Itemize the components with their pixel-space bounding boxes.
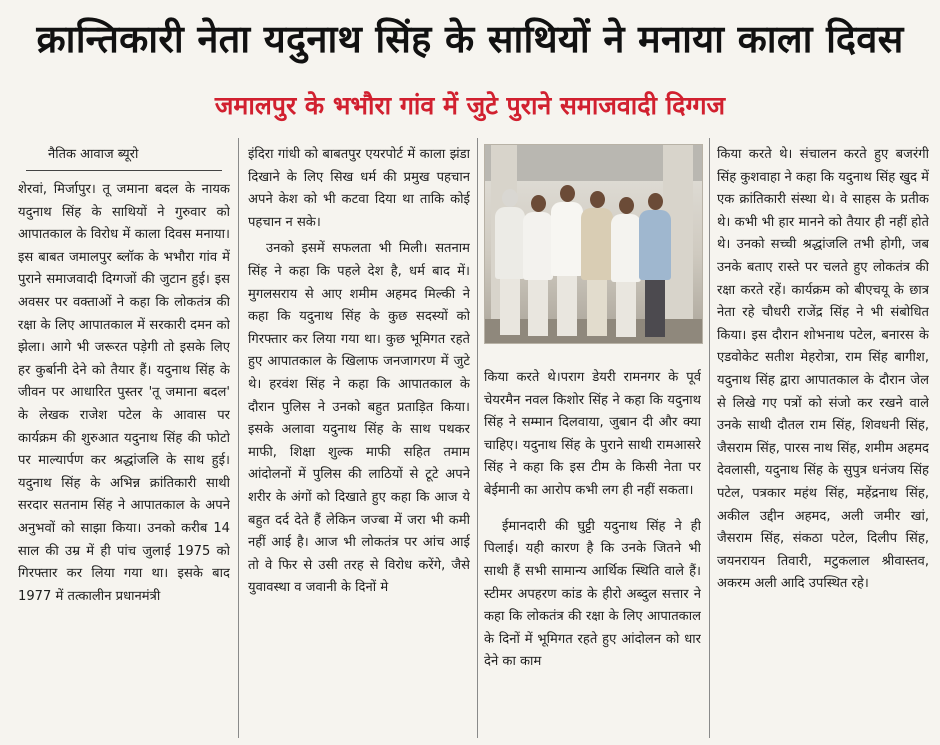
- photo-person: [611, 197, 641, 343]
- headline: क्रान्तिकारी नेता यदुनाथ सिंह के साथियों ने मनाया काला दिवस: [36, 17, 904, 61]
- photo-person: [551, 185, 583, 343]
- byline: नैतिक आवाज ब्यूरो: [48, 147, 139, 162]
- article-column-1: [18, 144, 230, 744]
- column-3-paragraph-1: किया करते थे।पराग डेयरी रामनगर के पूर्व चेयरमैन नवल किशोर सिंह ने कहा कि यदुनाथ सिंह ने सम्मान दिलवाया, जुबान दी और क्या चाहिए। यदुनाथ सिंह के पुराने साथी रामआसरे सिंह ने कहा कि इस टीम के किसी नेता पर बेईमानी का आरोप कभी लग ही नहीं सकता।: [484, 370, 701, 499]
- byline-underline: [26, 170, 222, 171]
- column-3-paragraph-2: ईमानदारी की घुट्टी यदुनाथ सिंह ने ही पिलाई। यही कारण है कि उनके जितने भी साथी हैं सभी सामान्य आर्थिक स्थिति वाले हैं। स्टीमर अपहरण कांड के हीरो अब्दुल सत्तार ने कहा कि लोकतंत्र की रक्षा के लिए आपातकाल के दिनों में भूमिगत रहते हुए आंदोलन को धार देने का काम: [484, 518, 701, 670]
- column-1-text: शेरवां, मिर्जापुर। तू जमाना बदल के नायक यदुनाथ सिंह के साथियों ने गुरुवार को आपातकाल के विरोध में काला दिवस मनाया। इस बाबत जमालपुर ब्लॉक के भभौरा गांव में पुराने समाजवादी दिग्गजों की जुटान हुई। इस अवसर पर वक्ताओं ने कहा कि लोकतंत्र की रक्षा के लिए आपातकाल में सरकारी दमन को झेला। आगे भी जरूरत पड़ेगी तो इसके लिए हर कुर्बानी देने को तैयार हैं। यदुनाथ सिंह के जीवन पर आधारित पुस्तर 'तू जमाना बदल' के लेखक राजेश पटेल के आवास पर कार्यक्रम की शुरुआत यदुनाथ सिंह की फोटो पर माल्यार्पण कर श्रद्धांजलि के साथ हुई। यदुनाथ सिंह के अभिन्न क्रांतिकारी साथी सरदार सतनाम सिंह ने आपातकाल के अपने अनुभवों को साझा किया। उनको करीब 14 साल की उम्र में ही पांच जुलाई 1975 को गिरफ्तार कर लिया गया था। इसके बाद 1977 में तत्कालीन प्रधानमंत्री: [18, 182, 230, 604]
- article-column-4: [717, 144, 929, 742]
- column-divider: [709, 138, 710, 738]
- photo-person: [639, 193, 671, 343]
- photo-person: [581, 191, 613, 343]
- photo-person: [523, 195, 553, 343]
- photo-person: [495, 189, 525, 343]
- subheadline: जमालपुर के भभौरा गांव में जुटे पुराने समाजवादी दिग्गज: [214, 91, 726, 120]
- column-2-paragraph-2: उनको इसमें सफलता भी मिली। सतनाम सिंह ने कहा कि पहले देश है, धर्म बाद में। मुगलसराय से आए शमीम अहमद मिल्की ने कहा कि यदुनाथ सिंह के कुछ सदस्यों को गिरफ्तार कर लिया गया था। कुछ भूमिगत रहते हुए आपातकाल के खिलाफ जनजागरण में जुटे थे। हरवंश सिंह ने कहा कि आपातकाल के दौरान पुलिस ने उनको बहुत प्रताड़ित किया। इसके अलावा यदुनाथ सिंह के साथ पथकर माफी, शिक्षा शुल्क माफी सहित तमाम आंदोलनों में पुलिस की लाठियों से टूटे अपने शरीर के अंगों को दिखाते हुए कहा कि आज ये बहुत दर्द देते हैं लेकिन जज्बा में जरा भी कमी नहीं आई है। आज भी लोकतंत्र पर आंच आई तो वे फिर से उसी तरह से विरोध करेंगे, जैसे युवावस्था व जवानी के दिनों मे: [248, 241, 470, 596]
- column-divider: [477, 138, 478, 738]
- column-divider: [238, 138, 239, 738]
- news-photo: [484, 144, 703, 344]
- column-2-paragraph-1: इंदिरा गांधी को बाबतपुर एयरपोर्ट में काला झंडा दिखाने के लिए सिख धर्म की प्रमुख पहचान अपने केश को भी कटवा दिया था ताकि कोई पहचान न सके।: [248, 147, 470, 230]
- article-column-3: [484, 354, 701, 742]
- article-column-2: [248, 144, 470, 742]
- column-4-text: किया करते थे। संचालन करते हुए बजरंगी सिंह कुशवाहा ने कहा कि यदुनाथ सिंह खुद में एक क्रांतिकारी संस्था थे। वे साहस के प्रतीक थे। कभी भी हार मानने को तैयार ही नहीं होते थे। उनको सच्ची श्रद्धांजलि तभी होगी, जब उनके बताए रास्ते पर चलते हुए लोकतंत्र की रक्षा करते रहें। कार्यक्रम को बीएचयू के छात्र नेता रहे चौधरी राजेंद्र सिंह ने भी संबोधित किया। इस दौरान शोभनाथ पटेल, बनारस के एडवोकेट सतीश मेहरोत्रा, राम सिंह बागीश, यदुनाथ सिंह द्वारा आपातकाल के दौरान जेल से लिखे गए पत्रों को संजो कर रखने वाले उनके साथी दौतल राम सिंह, शिवधनी सिंह, जैसराम सिंह, पारस नाथ सिंह, शमीम अहमद देवलासी, यदुनाथ सिंह के सुपुत्र धनंजय सिंह पटेल, पत्रकार महंथ सिंह, महेंद्रनाथ सिंह, अकील उद्दीन अहमद, अली जमीर खां, जैसराम सिंह, संकठा पटेल, दिलीप सिंह, जयनरायन तिवारी, मटुकलाल श्रीवास्तव, अकरम अली आदि उपस्थित रहे।: [717, 147, 929, 592]
